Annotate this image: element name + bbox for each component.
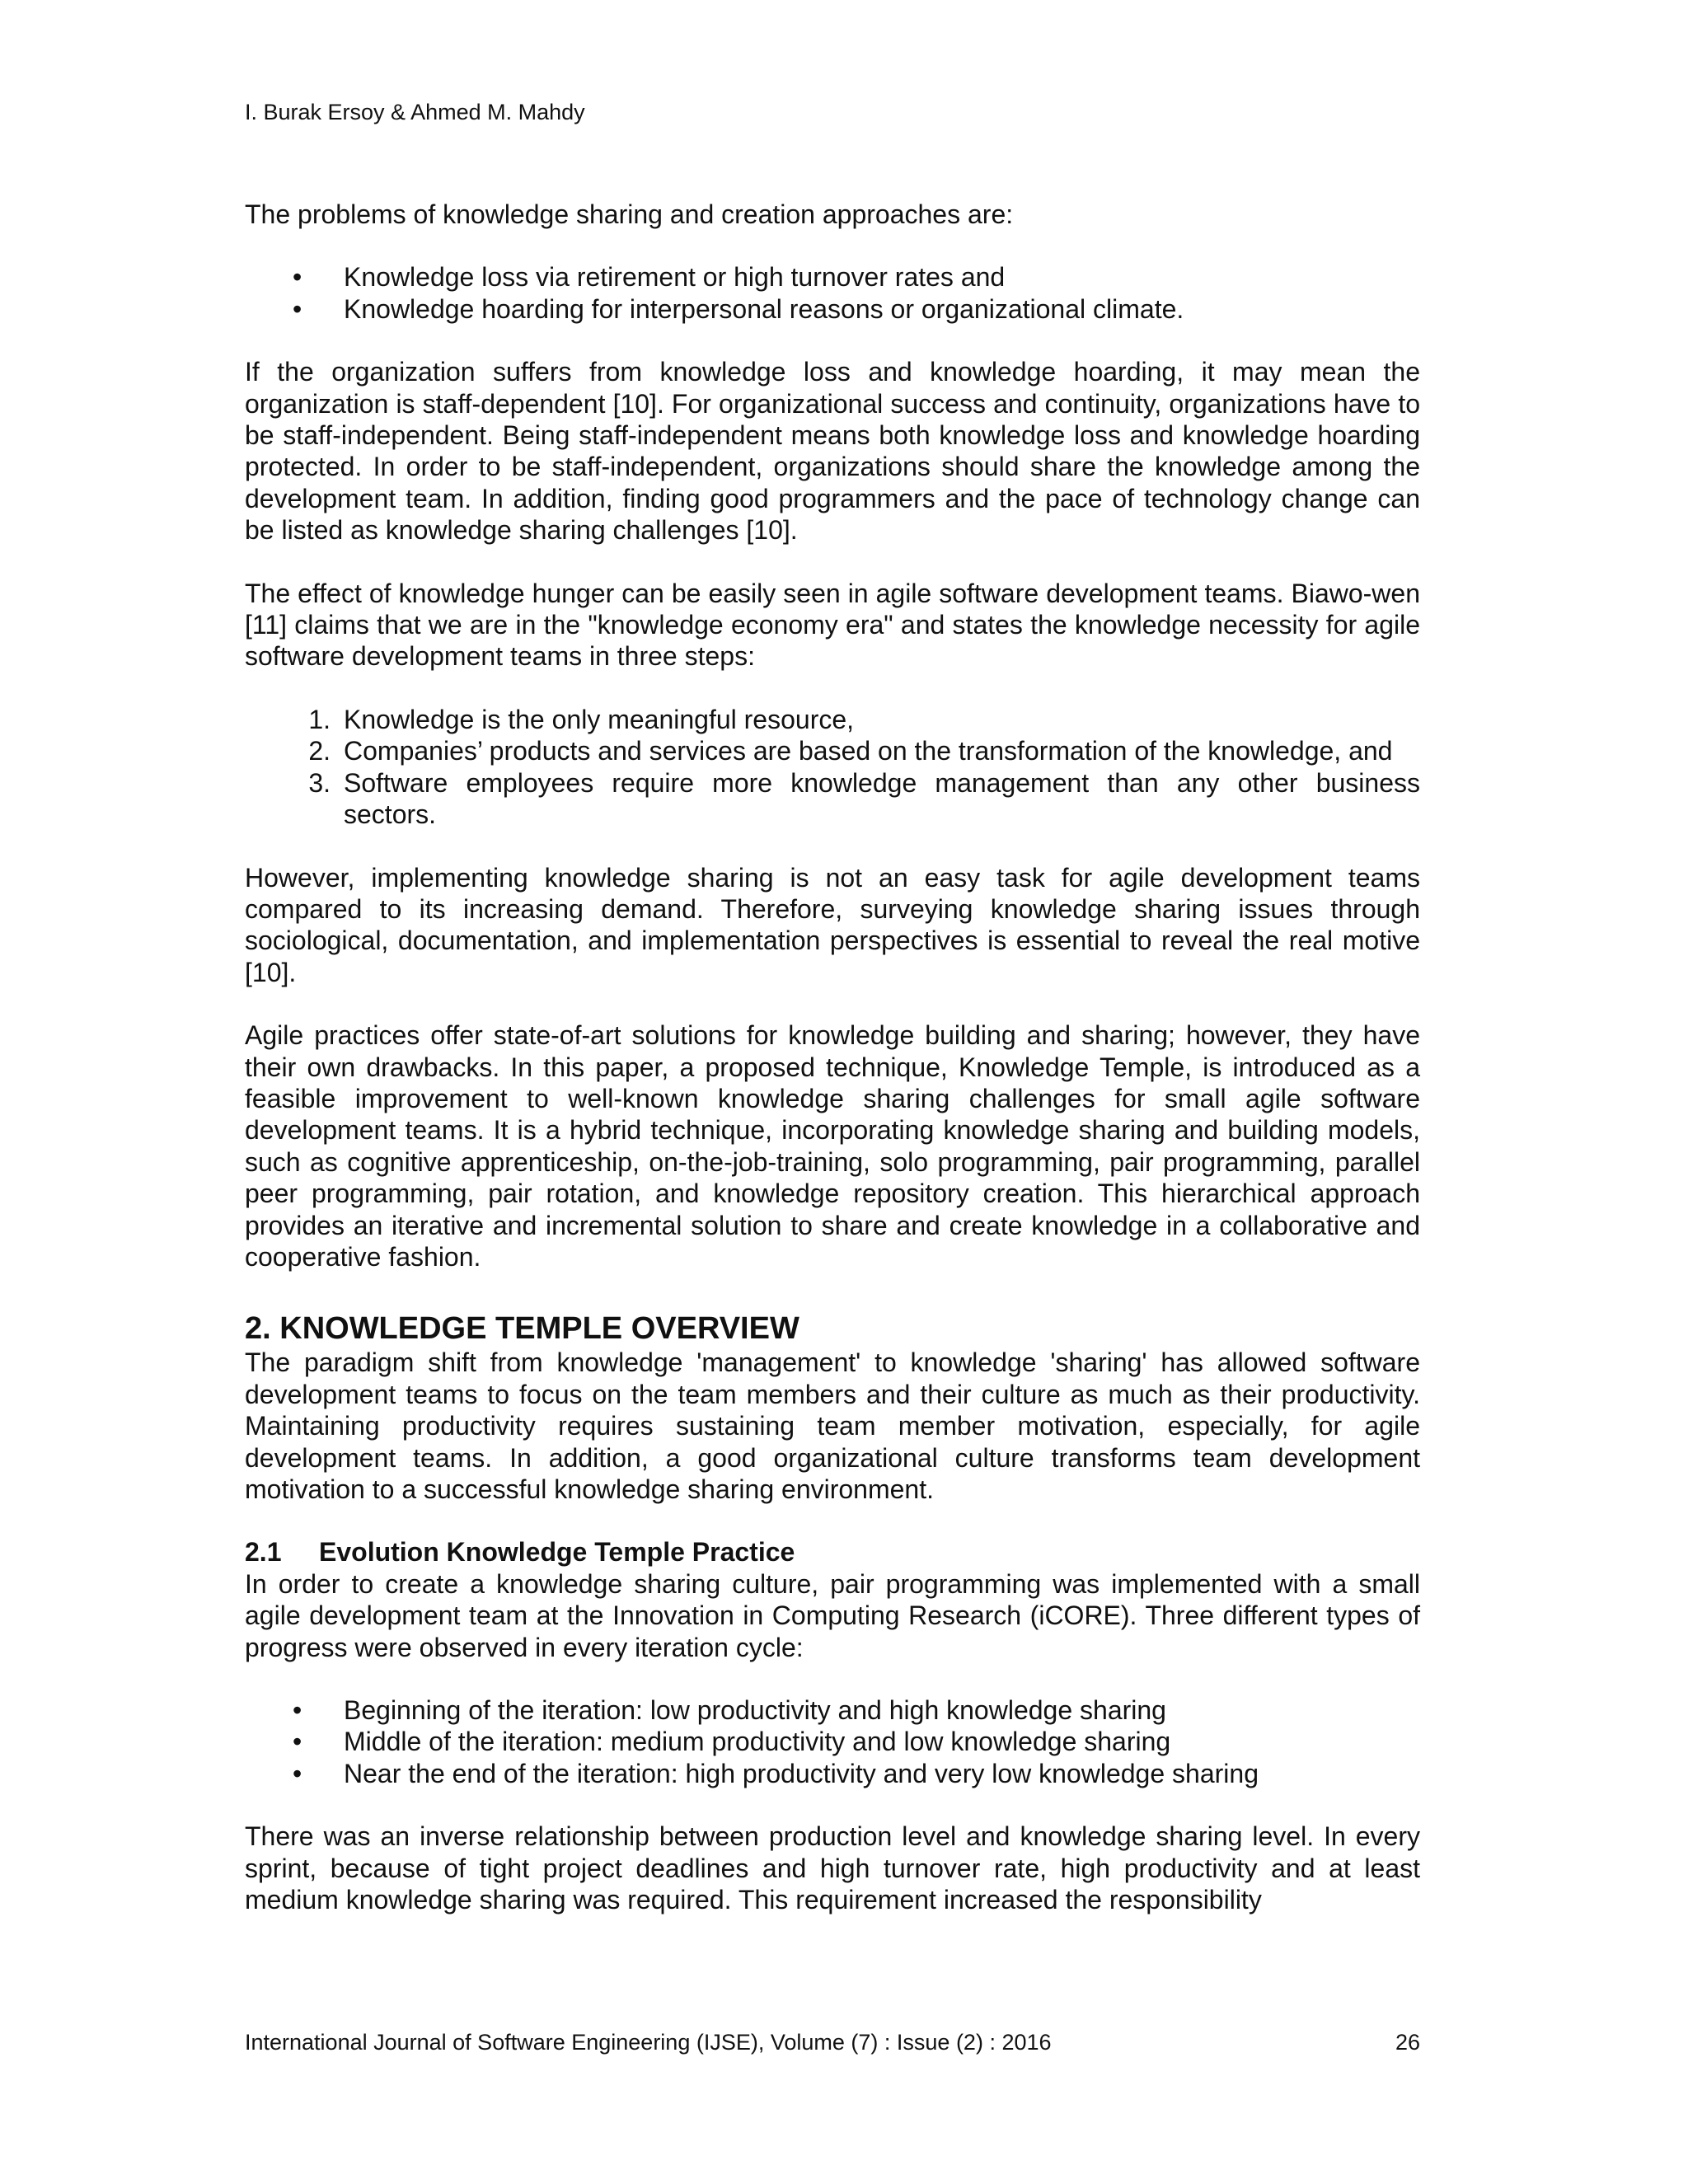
journal-citation: International Journal of Software Engineering (IJSE), Volume (7) : Issue (2) : 2016	[245, 2030, 1052, 2055]
page-footer	[245, 2029, 1420, 2055]
list-item: • Knowledge loss via retirement or high turnover rates and	[293, 262, 1006, 293]
list-item: • Near the end of the iteration: high productivity and very low knowledge sharing	[293, 1758, 1259, 1788]
paragraph-inverse-relationship: There was an inverse relationship between production level and knowledge sharing level. In every sprint, because of tight project deadlines and high turnover rate, high productivity and at least medium knowledge sharing was required. This requirement increased the responsibility	[245, 1821, 1420, 1915]
bullet-icon: •	[293, 1758, 302, 1788]
page-number: 26	[1395, 2030, 1420, 2055]
list-item: • Middle of the iteration: medium productivity and low knowledge sharing	[293, 1727, 1171, 1757]
paragraph-implementation: However, implementing knowledge sharing is not an easy task for agile development teams compared to its increasing demand. Therefore, surveying knowledge sharing issues through sociological, documentation, and implementation perspectives is essential to reveal the real motive [10].	[245, 862, 1420, 987]
subsection-heading	[245, 1536, 1420, 1568]
article-body	[245, 199, 1420, 1947]
problems-list	[245, 261, 1420, 325]
list-item: 3. Software employees require more knowledge management than any other business sectors.	[308, 767, 1420, 830]
bullet-icon: •	[293, 293, 302, 324]
paragraph-pair-programming: In order to create a knowledge sharing culture, pair programming was implemented with a small agile development team at the Innovation in Computing Research (iCORE). Three different types of progress were observed in every iteration cycle:	[245, 1568, 1420, 1662]
bullet-icon: •	[293, 1695, 302, 1726]
paper-page	[245, 0, 1420, 2184]
observations-list	[245, 1694, 1420, 1789]
intro-paragraph: The problems of knowledge sharing and creation approaches are:	[245, 199, 1014, 229]
list-item: • Knowledge hoarding for interpersonal reasons or organizational climate.	[293, 293, 1184, 324]
steps-list	[245, 704, 1420, 831]
bullet-icon: •	[293, 1727, 302, 1757]
list-item: 1. Knowledge is the only meaningful resource,	[308, 704, 855, 734]
subsection-number: 2.1	[245, 1537, 282, 1568]
subsection-title: Evolution Knowledge Temple Practice	[319, 1537, 795, 1568]
running-header-authors: I. Burak Ersoy & Ahmed M. Mahdy	[245, 100, 585, 124]
paragraph-agile-practices: Agile practices offer state-of-art solutions for knowledge building and sharing; however, they have their own drawbacks. In this paper, a proposed technique, Knowledge Temple, is introduced as a feasible improvement to well-known knowledge sharing challenges for small agile software development teams. It is a hybrid technique, incorporating knowledge sharing and building models, such as cognitive apprenticeship, on-the-job-training, solo programming, pair programming, parallel peer programming, pair rotation, and knowledge repository creation. This hierarchical approach provides an iterative and incremental solution to share and create knowledge in a collaborative and cooperative fashion.	[245, 1020, 1420, 1272]
section-heading: 2. KNOWLEDGE TEMPLE OVERVIEW	[245, 1311, 799, 1347]
bullet-icon: •	[293, 262, 302, 293]
paragraph-knowledge-hunger: The effect of knowledge hunger can be easily seen in agile software development teams. Biawo-wen [11] claims that we are in the "knowledge economy era" and states the knowledge necessity for agile software development teams in three steps:	[245, 578, 1420, 672]
list-item: • Beginning of the iteration: low productivity and high knowledge sharing	[293, 1695, 1166, 1726]
paragraph-staff-dependent: If the organization suffers from knowledge loss and knowledge hoarding, it may mean the organization is staff-dependent [10]. For organizational success and continuity, organizations have to be staff-independent. Being staff-independent means both knowledge loss and knowledge hoarding protected. In order to be staff-independent, organizations should share the knowledge among the development team. In addition, finding good programmers and the pace of technology change can be listed as knowledge sharing challenges [10].	[245, 357, 1420, 546]
paragraph-paradigm-shift: The paradigm shift from knowledge 'management' to knowledge 'sharing' has allowed software development teams to focus on the team members and their culture as much as their productivity. Maintaining productivity requires sustaining team member motivation, especially, for agile development teams. In addition, a good organizational culture transforms team development motivation to a successful knowledge sharing environment.	[245, 1347, 1420, 1504]
list-item: 2. Companies’ products and services are based on the transformation of the knowledge, and	[308, 736, 1393, 766]
